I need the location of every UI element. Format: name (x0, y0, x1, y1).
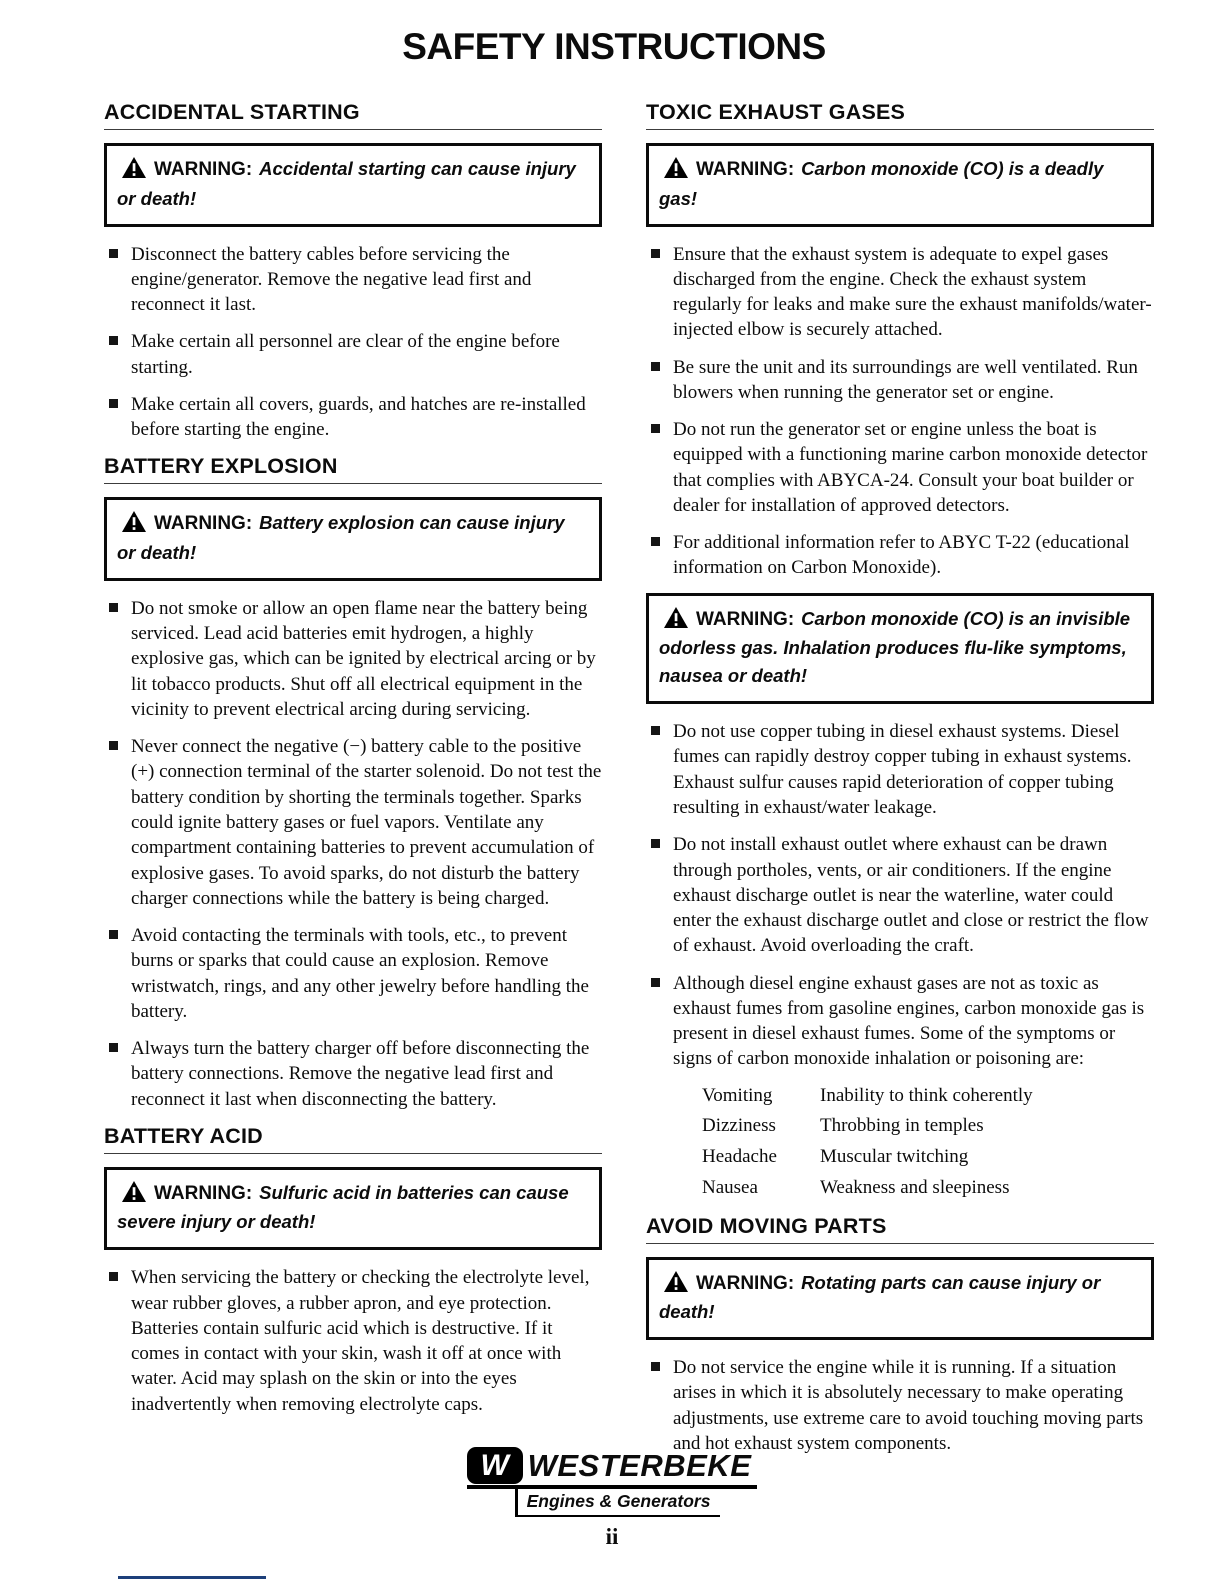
bullet-square-icon (651, 1362, 660, 1371)
bullet-square-icon (109, 1272, 118, 1281)
brand-tagline: Engines & Generators (526, 1491, 711, 1511)
warning-triangle-icon (121, 1180, 147, 1207)
warning-label: WARNING: (154, 159, 253, 180)
bullet-square-icon (651, 978, 660, 987)
bullet-square-icon (109, 930, 118, 939)
list-item-text: When servicing the battery or checking the electrolyte level, wear rubber gloves, a rubber apron, and eye protection. Batteries contain sulfuric acid which is destructive. If it comes in contact with your skin, wash it off at once with water. Acid may splash on the skin or into the eyes inadvertently when removing electrolyte caps. (131, 1267, 590, 1415)
symptom-sign-cell: Weakness and sleepiness (820, 1176, 1010, 1198)
list-item (104, 596, 602, 722)
two-column-layout (104, 94, 1154, 1468)
left-column (104, 94, 602, 1468)
list-item-text: Be sure the unit and its surroundings are well ventilated. Run blowers when running the generator set or engine. (673, 356, 1138, 403)
section-battery-acid (104, 1124, 602, 1417)
list-item-text: Make certain all covers, guards, and hatches are re-installed before starting the engine. (131, 393, 586, 441)
symptom-cell: Vomiting (702, 1084, 773, 1106)
symptoms-table (702, 1084, 1154, 1200)
bullet-list (646, 719, 1154, 1071)
symptom-cell: Headache (702, 1146, 777, 1168)
section-avoid-moving-parts (646, 1214, 1154, 1457)
warning-label: WARNING: (696, 608, 795, 630)
bullet-list (104, 242, 602, 443)
section-heading: TOXIC EXHAUST GASES (646, 100, 1154, 130)
bullet-square-icon (109, 741, 118, 750)
warning-box (104, 1167, 602, 1251)
list-item (646, 719, 1154, 820)
warning-triangle-icon (663, 156, 689, 183)
warning-text: Carbon monoxide (CO) is a deadly gas! (659, 158, 1104, 209)
section-heading: BATTERY EXPLOSION (104, 454, 602, 484)
logo-tagline-row (467, 1489, 758, 1517)
list-item-text: Always turn the battery charger off before disconnecting the battery connections. Remove the negative lead first and reconnect it last when disconnecting the battery. (131, 1038, 590, 1110)
list-item (646, 1355, 1154, 1456)
logo-brand-row (467, 1447, 758, 1489)
bullet-square-icon (109, 336, 118, 345)
footer (0, 1447, 1224, 1550)
list-item (646, 417, 1154, 518)
list-item-text: Disconnect the battery cables before servicing the engine/generator. Remove the negative lead first and reconnect it last. (131, 243, 532, 316)
warning-box (646, 593, 1154, 705)
symptom-sign-cell: Muscular twitching (820, 1146, 969, 1168)
warning-box (104, 497, 602, 581)
symptom-cell: Nausea (702, 1176, 758, 1198)
bullet-list (104, 1265, 602, 1417)
westerbeke-logo (467, 1447, 758, 1517)
warning-label: WARNING: (696, 159, 795, 180)
symptom-sign-cell: Throbbing in temples (820, 1115, 984, 1137)
bullet-square-icon (651, 726, 660, 735)
bullet-list (104, 596, 602, 1112)
bullet-square-icon (651, 537, 660, 546)
warning-text: Accidental starting can cause injury or death! (117, 158, 576, 209)
list-item (104, 329, 602, 380)
warning-text: Sulfuric acid in batteries can cause severe injury or death! (117, 1181, 569, 1233)
list-item (104, 1036, 602, 1112)
section-heading: ACCIDENTAL STARTING (104, 100, 602, 130)
warning-text: Battery explosion can cause injury or death! (117, 512, 565, 563)
list-item (646, 530, 1154, 581)
bullet-square-icon (651, 839, 660, 848)
warning-label: WARNING: (696, 1272, 795, 1294)
list-item-text: Avoid contacting the terminals with tools, etc., to prevent burns or sparks that could cause an explosion. Remove wristwatch, rings, and any other jewelry before handling the battery. (131, 925, 589, 1022)
list-item-text: Do not run the generator set or engine unless the boat is equipped with a functioning marine carbon monoxide detector that complies with ABYCA-24. Consult your boat builder or dealer for installation of approved detectors. (673, 419, 1148, 516)
section-battery-explosion (104, 454, 602, 1112)
brand-name: WESTERBEKE (527, 1447, 752, 1483)
symptom-sign-cell: Inability to think coherently (820, 1084, 1033, 1106)
list-item (646, 242, 1154, 343)
bullet-list (646, 1355, 1154, 1456)
section-heading: BATTERY ACID (104, 1124, 602, 1154)
scan-artifact-line (118, 1576, 266, 1579)
list-item (104, 923, 602, 1024)
list-item-text: Do not service the engine while it is running. If a situation arises in which it is absolutely necessary to make operating adjustments, use extreme care to avoid touching moving parts and hot exhaust system components. (673, 1357, 1144, 1454)
list-item (646, 355, 1154, 406)
warning-box (646, 1257, 1154, 1341)
list-item (104, 734, 602, 911)
warning-text: Rotating parts can cause injury or death! (659, 1271, 1101, 1323)
page-number: ii (605, 1524, 619, 1549)
bullet-square-icon (651, 249, 660, 258)
right-column (646, 94, 1154, 1468)
list-item-text: Do not smoke or allow an open flame near the battery being serviced. Lead acid batteries emit hydrogen, a highly explosive gas, which can be ignited by electrical arcing or by lit tobacco products. Shut off all electrical equipment in the vicinity to prevent electrical arcing during servicing. (131, 597, 596, 720)
list-item (646, 971, 1154, 1072)
page-title: SAFETY INSTRUCTIONS (402, 26, 826, 67)
warning-label: WARNING: (154, 1182, 253, 1204)
section-accidental-starting (104, 100, 602, 442)
list-item-text: Never connect the negative (−) battery cable to the positive (+) connection terminal of the starter solenoid. Do not test the battery condition by shorting the terminals together. Sparks could ignite battery gases or fuel vapors. Ventilate any compartment containing batteries to prevent accumulation of explosive gases. To avoid sparks, do not disturb the battery charger connections while the battery is being charged. (131, 736, 602, 909)
list-item-text: Make certain all personnel are clear of the engine before starting. (131, 331, 560, 378)
list-item (104, 392, 602, 443)
bullet-list (646, 242, 1154, 581)
list-item-text: Although diesel engine exhaust gases are not as toxic as exhaust fumes from gasoline engines, carbon monoxide gas is present in diesel exhaust fumes. Some of the symptoms or signs of carbon monoxide inhalation or poisoning are: (673, 972, 1145, 1070)
list-item-text: For additional information refer to ABYC T-22 (educational information on Carbon Monoxide). (673, 532, 1130, 579)
list-item-text: Ensure that the exhaust system is adequate to expel gases discharged from the engine. Check the exhaust system regularly for leaks and make sure the exhaust manifolds/water-injected elbow is securely attached. (673, 243, 1152, 341)
bullet-square-icon (109, 399, 118, 408)
bullet-square-icon (651, 362, 660, 371)
list-item (104, 242, 602, 318)
list-item-text: Do not use copper tubing in diesel exhaust systems. Diesel fumes can rapidly destroy copper tubing in exhaust systems. Exhaust sulfur causes rapid deterioration of copper tubing resulting in exhaust/water leakage. (673, 721, 1132, 818)
bullet-square-icon (109, 1043, 118, 1052)
warning-triangle-icon (121, 510, 147, 537)
list-item-text: Do not install exhaust outlet where exhaust can be drawn through portholes, vents, or air conditioners. If the engine exhaust discharge outlet is near the waterline, water could enter the exhaust discharge outlet and close or restrict the flow of exhaust. Avoid overloading the craft. (673, 834, 1149, 957)
warning-box (104, 143, 602, 227)
warning-triangle-icon (663, 606, 689, 633)
list-item (104, 1265, 602, 1417)
warning-triangle-icon (121, 156, 147, 183)
westerbeke-w-icon: W (467, 1447, 523, 1484)
section-heading: AVOID MOVING PARTS (646, 1214, 1154, 1244)
warning-triangle-icon (663, 1270, 689, 1297)
bullet-square-icon (109, 249, 118, 258)
warning-text: Carbon monoxide (CO) is an invisible odorless gas. Inhalation produces flu-like symptoms, nausea or death! (659, 607, 1131, 687)
warning-box (646, 143, 1154, 227)
symptom-cell: Dizziness (702, 1115, 776, 1137)
list-item (646, 832, 1154, 958)
warning-label: WARNING: (154, 513, 253, 535)
section-toxic-exhaust-gases (646, 100, 1154, 1200)
bullet-square-icon (651, 424, 660, 433)
bullet-square-icon (109, 603, 118, 612)
